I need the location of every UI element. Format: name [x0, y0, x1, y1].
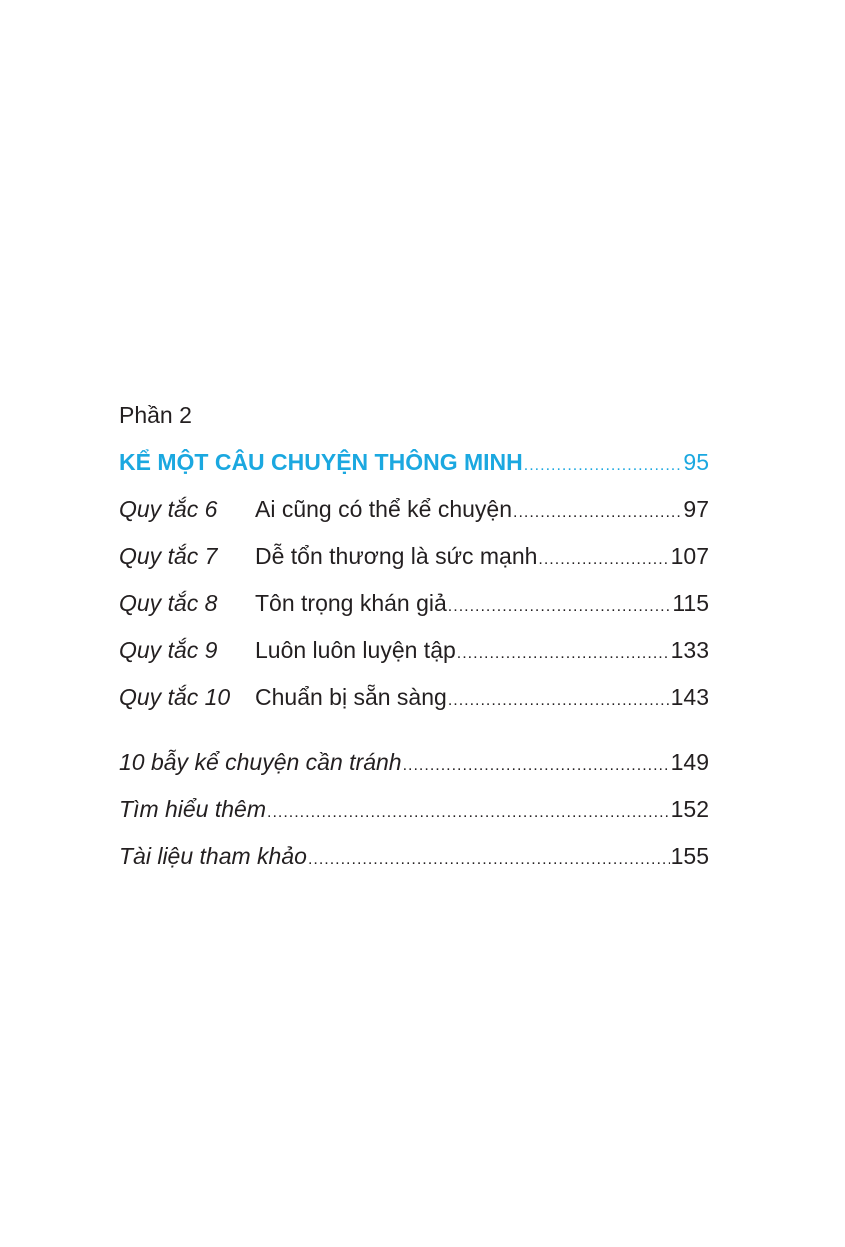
toc-row-rule-7[interactable]: [119, 539, 709, 586]
dot-leader: [267, 796, 670, 830]
section-heading-row[interactable]: [119, 445, 709, 492]
section-title: KỂ MỘT CÂU CHUYỆN THÔNG MINH: [119, 449, 523, 475]
page-number: 115: [672, 590, 709, 616]
rule-title: Ai cũng có thể kể chuyện: [255, 496, 512, 522]
toc-row-rule-8[interactable]: [119, 586, 709, 633]
toc-row-storytelling-traps[interactable]: [119, 745, 709, 792]
page-number: 97: [683, 496, 709, 522]
dot-leader: [538, 543, 669, 577]
page-number: 143: [670, 684, 709, 710]
section-page-number: 95: [683, 449, 709, 475]
dot-leader: [457, 637, 670, 671]
dot-leader: [524, 449, 683, 483]
dot-leader: [448, 590, 672, 624]
toc-row-rule-10[interactable]: [119, 680, 709, 727]
entry-title: Tài liệu tham khảo: [119, 843, 307, 869]
rule-title: Chuẩn bị sẵn sàng: [255, 684, 447, 710]
rule-label: Quy tắc 10: [119, 684, 231, 710]
page-number: 149: [670, 749, 709, 775]
entry-title: Tìm hiểu thêm: [119, 796, 266, 822]
entry-title: 10 bẫy kể chuyện cần tránh: [119, 749, 402, 775]
page-number: 133: [670, 637, 709, 663]
dot-leader: [448, 684, 670, 718]
page-number: 155: [670, 843, 709, 869]
toc-row-references[interactable]: [119, 839, 709, 886]
toc-row-rule-6[interactable]: [119, 492, 709, 539]
rule-label: Quy tắc 9: [119, 637, 218, 663]
rule-label: Quy tắc 7: [119, 543, 218, 569]
dot-leader: [308, 843, 670, 877]
rule-title: Dễ tổn thương là sức mạnh: [255, 543, 538, 569]
page-number: 152: [670, 796, 709, 822]
toc-row-further-reading[interactable]: [119, 792, 709, 839]
dot-leader: [403, 749, 670, 783]
rule-label: Quy tắc 6: [119, 496, 218, 522]
part-label: Phần 2: [119, 402, 192, 428]
page-number: 107: [670, 543, 709, 569]
rule-label: Quy tắc 8: [119, 590, 218, 616]
dot-leader: [513, 496, 682, 530]
table-of-contents: [119, 398, 709, 886]
toc-row-rule-9[interactable]: [119, 633, 709, 680]
rule-title: Tôn trọng khán giả: [255, 590, 447, 616]
rule-title: Luôn luôn luyện tập: [255, 637, 456, 663]
